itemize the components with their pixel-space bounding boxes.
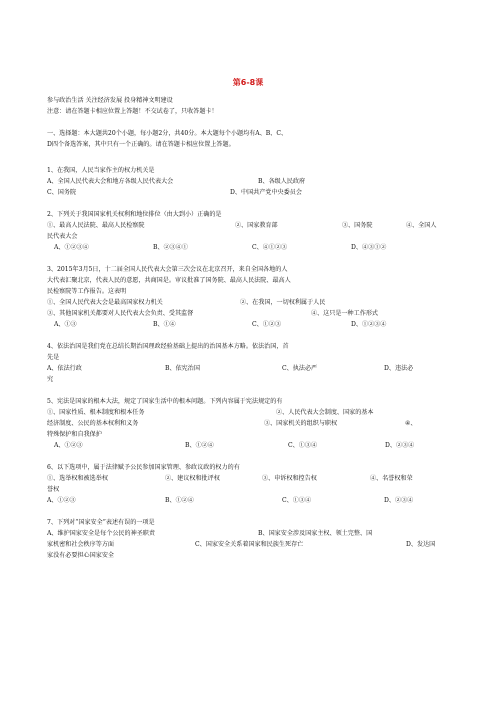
question-stem-cont: 先是 xyxy=(47,354,60,361)
statement-1: ①、选举权和被选举权 xyxy=(47,475,108,482)
statement-1: ①、国家性质、根本制度和根本任务 xyxy=(47,409,145,416)
instruction-line: 注意：请在答题卡相应位置上答题！不交试卷了，只收答题卡！ xyxy=(47,108,218,115)
statement-1: ①、全国人民代表大会是最高国家权力机关 xyxy=(47,299,163,306)
section-instruction-cont: D四个备选答案，其中只有一个正确的。请在答题卡相应位置上答题。 xyxy=(47,141,235,148)
subtitle-line: 参与政治生活 关注经济发展 投身精神文明建设 xyxy=(47,97,173,104)
option-d-cont: 究 xyxy=(47,376,54,383)
option-d-cont: 家没有必要担心国家安全 xyxy=(47,552,115,559)
statement-4-cont: 特殊保护和自我保护 xyxy=(47,431,102,438)
statement-2-cont: 经济制度、公民的基本权利和义务 xyxy=(47,420,139,427)
option-b: B、①②④ xyxy=(165,497,194,504)
option-c: C、①③④ xyxy=(288,442,318,449)
option-b: B、②③④① xyxy=(153,244,188,251)
statement-2: ②、国家教育部 xyxy=(235,222,278,229)
statement-4: ④、 xyxy=(405,420,417,427)
statement-3: ③、申诉权和控告权 xyxy=(262,475,317,482)
option-a: A、依法行政 xyxy=(47,365,82,372)
statement-2: ②、建议权和批评权 xyxy=(165,475,220,482)
question-stem-cont: 民检察院等工作报告。这表明 xyxy=(47,288,127,295)
option-b: B、①④ xyxy=(153,321,176,328)
option-a: A、①②③ xyxy=(54,442,83,449)
statement-1: ①、最高人民法院、最高人民检察院 xyxy=(47,222,145,229)
option-b: B、国家安全涉及国家主权、领土完整、国 xyxy=(258,530,373,537)
statement-2: ②、人民代表大会制度、国家的基本 xyxy=(276,409,374,416)
option-d: D、④③①② xyxy=(351,244,387,251)
option-c: C、④①②③ xyxy=(252,244,288,251)
option-c: C、①②③ xyxy=(252,321,282,328)
question-stem: 3、2015年3月5日，十二届全国人民代表大会第三次会议在北京召开，来自全国各地的人 xyxy=(47,266,288,273)
option-d: D、违法必 xyxy=(384,365,414,372)
statement-4: ④、这只是一种工作形式 xyxy=(311,310,379,317)
statement-3: ③、国家机关的组织与职权 xyxy=(264,420,338,427)
question-stem: 7、下列对“国家安全”表述有误的一项是 xyxy=(47,519,155,526)
option-a: A、①③ xyxy=(54,321,77,328)
option-a: A、①②③④ xyxy=(54,244,89,251)
option-b: B、①②④ xyxy=(185,442,214,449)
option-d: D、②③④ xyxy=(385,442,415,449)
statement-2: ②、在我国，一切权利属于人民 xyxy=(240,299,326,306)
option-b: B、各级人民政府 xyxy=(258,178,306,185)
page-title: 第6-8课 xyxy=(232,78,264,87)
statement-4: ④、全国人 xyxy=(406,222,437,229)
section-instruction: 一、选择题：本大题共20个小题，每小题2分，共40分。本大题每个小题均有A、B、C、 xyxy=(47,130,288,137)
question-stem: 2、下列关于我国国家机关权利和地位排位（由大到小）正确的是 xyxy=(47,211,222,218)
option-d: D、发达国 xyxy=(406,541,436,548)
statement-4-cont: 民代表大会 xyxy=(47,233,78,240)
option-b: B、依宪治国 xyxy=(165,365,200,372)
question-stem: 4、依法治国是我们党在总结长期治国理政经验基础上提出的治国基本方略。依法治国，首 xyxy=(47,343,289,350)
option-c: C、国家安全关系着国家和民族生死存亡 xyxy=(195,541,304,548)
question-stem: 6、以下选项中，属于法律赋予公民参加国家管理、参政议政的权力的有 xyxy=(47,464,240,471)
statement-3: ③、其他国家机关都要对人民代表大会负责、受其监督 xyxy=(47,310,194,317)
question-stem: 5、宪法是国家的根本大法，规定了国家生活中的根本问题。下列内容属于宪法规定的有 xyxy=(47,398,283,405)
option-d: D、②③④ xyxy=(384,497,414,504)
option-a: A、①②③ xyxy=(47,497,76,504)
question-stem-cont: 大代表汇聚北京，代表人民的意愿，共商国是。审议批准了国务院、最高人民法院、最高人 xyxy=(47,277,291,284)
option-d: D、中国共产党中央委员会 xyxy=(230,189,302,196)
question-stem: 1、在我国，人民当家作主的权力机关是 xyxy=(47,167,155,174)
option-a: A、维护国家安全是每个公民的神圣职责 xyxy=(47,530,155,537)
option-c: C、国务院 xyxy=(47,189,77,196)
option-a: A、全国人民代表大会和地方各级人民代表大会 xyxy=(47,178,174,185)
statement-4-cont: 誉权 xyxy=(47,486,60,493)
option-b-cont: 家机密和社会秩序等方面 xyxy=(47,541,115,548)
option-c: C、执法必严 xyxy=(282,365,318,372)
option-d: D、①②③④ xyxy=(351,321,387,328)
statement-4: ④、名誉权和荣 xyxy=(370,475,413,482)
option-c: C、①③④ xyxy=(282,497,312,504)
statement-3: ③、国务院 xyxy=(342,222,373,229)
